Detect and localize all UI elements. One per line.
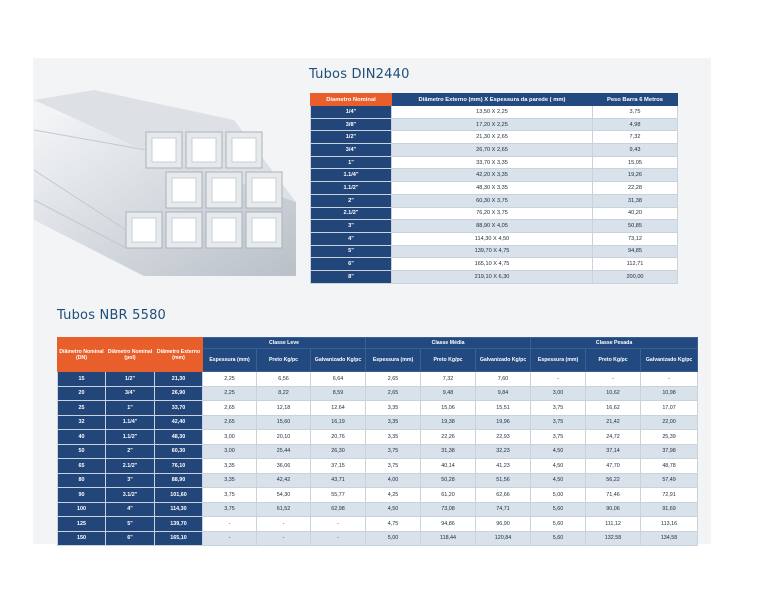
table-cell: 3,00 [203,430,257,445]
table-cell: 32,23 [476,444,531,459]
table-cell: 42,40 [155,415,203,430]
table-cell: - [311,517,366,532]
table-cell: 2,25 [203,372,257,387]
table-cell: 3/8" [311,118,392,131]
table-cell: 3,75 [593,106,678,119]
table-cell: 10,62 [586,386,641,401]
table-cell: 10,98 [641,386,698,401]
table-cell: 33,70 X 3,35 [392,156,593,169]
table-cell: 118,44 [421,531,476,546]
table-cell: 50 [58,444,106,459]
table-cell: 51,56 [476,473,531,488]
din-header-external: Diâmetro Externo (mm) X Espessura da parede ( mm) [392,94,593,106]
din-header-weight: Peso Barra 6 Metros [593,94,678,106]
table-cell: 5,60 [531,502,586,517]
table-cell: 3,00 [531,386,586,401]
table-cell: 5,00 [531,488,586,503]
table-cell: 56,22 [586,473,641,488]
table-cell: 42,20 X 3,35 [392,169,593,182]
table-cell: 3,75 [531,430,586,445]
table-cell: 17,07 [641,401,698,416]
table-cell: 150 [58,531,106,546]
table-cell: 6" [311,258,392,271]
table-row [311,258,678,271]
table-cell: 125 [58,517,106,532]
table-cell: 8,59 [311,386,366,401]
table-cell: - [531,372,586,387]
table-cell: 9,84 [476,386,531,401]
table-cell: 3,75 [366,459,421,474]
table-cell: - [586,372,641,387]
table-cell: - [257,517,311,532]
table-cell: - [257,531,311,546]
nbr-sub-galvanized: Galvanizado Kg/pc [311,349,366,372]
table-cell: 62,98 [311,502,366,517]
table-cell: 4,98 [593,118,678,131]
table-cell: 73,08 [421,502,476,517]
table-cell: 50,85 [593,220,678,233]
table-cell: 20 [58,386,106,401]
table-cell: 15,60 [257,415,311,430]
table-cell: 12,18 [257,401,311,416]
table-cell: 113,16 [641,517,698,532]
table-cell: 2,65 [366,386,421,401]
table-row [58,473,698,488]
table-cell: 3,75 [203,488,257,503]
table-cell: 80 [58,473,106,488]
nbr-header-class-light: Classe Leve [203,338,366,349]
table-cell: 90 [58,488,106,503]
table-cell: 5" [106,517,155,532]
table-cell: 41,23 [476,459,531,474]
table-cell: 65 [58,459,106,474]
table-cell: 2,25 [203,386,257,401]
table-cell: 54,30 [257,488,311,503]
table-cell: 3,75 [531,415,586,430]
table-cell: 1/2" [311,131,392,144]
table-cell: - [203,531,257,546]
table-cell: 100 [58,502,106,517]
nbr-header-class-heavy: Classe Pesada [531,338,698,349]
table-cell: 48,30 X 3,35 [392,182,593,195]
table-cell: 94,85 [593,245,678,258]
table-cell: 6,64 [311,372,366,387]
table-cell: 6,56 [257,372,311,387]
table-cell: 3,35 [366,415,421,430]
table-cell: 20,76 [311,430,366,445]
table-cell: 37,15 [311,459,366,474]
table-cell: 1.1/4" [311,169,392,182]
table-cell: 165,10 [155,531,203,546]
table-cell: 26,30 [311,444,366,459]
table-cell: 42,42 [257,473,311,488]
table-row [311,169,678,182]
table-cell: 4,00 [366,473,421,488]
table-cell: 139,70 [155,517,203,532]
table-cell: 36,06 [257,459,311,474]
table-cell: 40,20 [593,207,678,220]
table-row [58,517,698,532]
table-cell: 37,14 [586,444,641,459]
table-cell: 4,50 [366,502,421,517]
table-cell: 47,70 [586,459,641,474]
table-cell: 25 [58,401,106,416]
table-cell: 22,26 [421,430,476,445]
table-row [58,386,698,401]
table-cell: 8" [311,270,392,283]
table-cell: 74,71 [476,502,531,517]
table-cell: 50,28 [421,473,476,488]
din-title: Tubos DIN2440 [309,67,410,82]
table-cell: 4,25 [366,488,421,503]
table-row [311,232,678,245]
table-cell: 4,75 [366,517,421,532]
table-cell: 15 [58,372,106,387]
table-cell: 61,52 [257,502,311,517]
table-cell: 6" [106,531,155,546]
table-cell: 2.1/2" [311,207,392,220]
table-cell: 3,75 [366,444,421,459]
table-cell: 19,38 [421,415,476,430]
din-header-nominal: Diametro Nominal [311,94,392,106]
table-row [311,144,678,157]
table-cell: - [641,372,698,387]
table-cell: 19,26 [593,169,678,182]
nbr-header-pol: Diâmetro Nominal (pol) [106,338,155,372]
table-cell: 1.1/4" [106,415,155,430]
nbr-sub-galvanized: Galvanizado Kg/pc [641,349,698,372]
table-cell: 31,38 [421,444,476,459]
table-cell: 76,20 X 3,75 [392,207,593,220]
table-cell: 5,60 [531,517,586,532]
table-cell: 88,90 [155,473,203,488]
table-row [58,430,698,445]
table-cell: 48,30 [155,430,203,445]
table-cell: 3,35 [366,430,421,445]
table-cell: 139,70 X 4,75 [392,245,593,258]
table-row [311,106,678,119]
table-row [311,270,678,283]
table-cell: 24,72 [586,430,641,445]
table-cell: 4" [311,232,392,245]
table-cell: 1/4" [311,106,392,119]
table-cell: 73,12 [593,232,678,245]
nbr-sub-black: Preto Kg/pc [586,349,641,372]
table-cell: 33,70 [155,401,203,416]
table-cell: 15,51 [476,401,531,416]
table-cell: 2,65 [203,401,257,416]
table-cell: 94,86 [421,517,476,532]
table-cell: 91,69 [641,502,698,517]
table-cell: 21,42 [586,415,641,430]
table-cell: 21,30 [155,372,203,387]
table-cell: 3" [106,473,155,488]
table-row [58,488,698,503]
table-cell: 19,96 [476,415,531,430]
table-cell: 114,30 [155,502,203,517]
table-row [58,459,698,474]
table-cell: 37,98 [641,444,698,459]
table-cell: 219,10 X 6,30 [392,270,593,283]
nbr-sub-black: Preto Kg/pc [257,349,311,372]
table-cell: 4,50 [531,459,586,474]
table-cell: 21,30 X 2,65 [392,131,593,144]
table-cell: 31,38 [593,194,678,207]
nbr-sub-galvanized: Galvanizado Kg/pc [476,349,531,372]
table-row [311,131,678,144]
table-cell: 40 [58,430,106,445]
table-cell: 90,06 [586,502,641,517]
table-cell: 7,32 [421,372,476,387]
table-cell: - [311,531,366,546]
table-cell: 2" [311,194,392,207]
table-cell: 101,60 [155,488,203,503]
table-cell: 3.1/2" [106,488,155,503]
table-cell: 1/2" [106,372,155,387]
table-cell: 3,35 [203,459,257,474]
table-cell: 3,00 [203,444,257,459]
table-cell: 16,62 [586,401,641,416]
table-cell: 4" [106,502,155,517]
table-cell: 17,20 X 2,25 [392,118,593,131]
din-table [310,93,678,284]
table-cell: 57,49 [641,473,698,488]
table-cell: 96,90 [476,517,531,532]
table-cell: 1.1/2" [106,430,155,445]
table-cell: 1" [311,156,392,169]
table-cell: 76,10 [155,459,203,474]
nbr-title: Tubos NBR 5580 [57,308,167,323]
table-cell: 3/4" [311,144,392,157]
table-cell: 4,50 [531,444,586,459]
table-cell: 22,93 [476,430,531,445]
table-cell: 1.1/2" [311,182,392,195]
table-cell: 40,14 [421,459,476,474]
square-pipes-image [34,90,298,282]
table-cell: 48,78 [641,459,698,474]
table-cell: 43,71 [311,473,366,488]
table-row [311,220,678,233]
table-cell: 134,58 [641,531,698,546]
table-cell: 25,44 [257,444,311,459]
table-row [58,531,698,546]
table-row [311,156,678,169]
table-row [311,245,678,258]
table-cell: 22,00 [641,415,698,430]
table-row [311,207,678,220]
nbr-header-class-medium: Classe Média [366,338,531,349]
table-cell: 3,35 [366,401,421,416]
table-cell: 15,06 [421,401,476,416]
table-cell: 120,84 [476,531,531,546]
table-cell: 3,35 [203,473,257,488]
table-cell: 25,39 [641,430,698,445]
table-row [58,444,698,459]
table-cell: 111,12 [586,517,641,532]
table-cell: 5,60 [531,531,586,546]
table-cell: 20,10 [257,430,311,445]
table-cell: 114,30 X 4,50 [392,232,593,245]
table-cell: 60,30 X 3,75 [392,194,593,207]
table-cell: 2" [106,444,155,459]
table-cell: 2.1/2" [106,459,155,474]
table-cell: 165,10 X 4,75 [392,258,593,271]
table-cell: 71,46 [586,488,641,503]
table-cell: 12,64 [311,401,366,416]
table-cell: 2,65 [366,372,421,387]
table-row [58,502,698,517]
table-cell: 60,30 [155,444,203,459]
nbr-sub-thickness: Espessura (mm) [531,349,586,372]
table-cell: 32 [58,415,106,430]
table-cell: 3,75 [203,502,257,517]
table-cell: 7,32 [593,131,678,144]
table-row [311,182,678,195]
table-cell: 88,90 X 4,05 [392,220,593,233]
nbr-sub-thickness: Espessura (mm) [203,349,257,372]
table-cell: 7,60 [476,372,531,387]
table-cell: 5" [311,245,392,258]
table-row [311,118,678,131]
nbr-table [57,337,698,546]
nbr-sub-black: Preto Kg/pc [421,349,476,372]
table-cell: 132,58 [586,531,641,546]
table-cell: 8,22 [257,386,311,401]
table-cell: 9,48 [421,386,476,401]
nbr-header-external: Diâmetro Externo (mm) [155,338,203,372]
table-cell: 3/4" [106,386,155,401]
table-cell: 16,19 [311,415,366,430]
table-row [311,194,678,207]
table-cell: 26,70 X 2,65 [392,144,593,157]
table-cell: 72,91 [641,488,698,503]
table-row [58,372,698,387]
table-cell: 112,71 [593,258,678,271]
table-cell: 3" [311,220,392,233]
table-cell: 13,50 X 2,25 [392,106,593,119]
nbr-sub-thickness: Espessura (mm) [366,349,421,372]
table-cell: 200,00 [593,270,678,283]
table-cell: 9,43 [593,144,678,157]
table-cell: 2,65 [203,415,257,430]
table-cell: 55,77 [311,488,366,503]
table-cell: 61,20 [421,488,476,503]
nbr-header-dn: Diâmetro Nominal (DN) [58,338,106,372]
table-cell: 62,66 [476,488,531,503]
table-cell: - [203,517,257,532]
table-cell: 26,90 [155,386,203,401]
table-cell: 15,05 [593,156,678,169]
table-cell: 1" [106,401,155,416]
table-row [58,401,698,416]
table-row [58,415,698,430]
table-cell: 22,28 [593,182,678,195]
table-cell: 5,00 [366,531,421,546]
table-cell: 4,50 [531,473,586,488]
table-cell: 3,75 [531,401,586,416]
